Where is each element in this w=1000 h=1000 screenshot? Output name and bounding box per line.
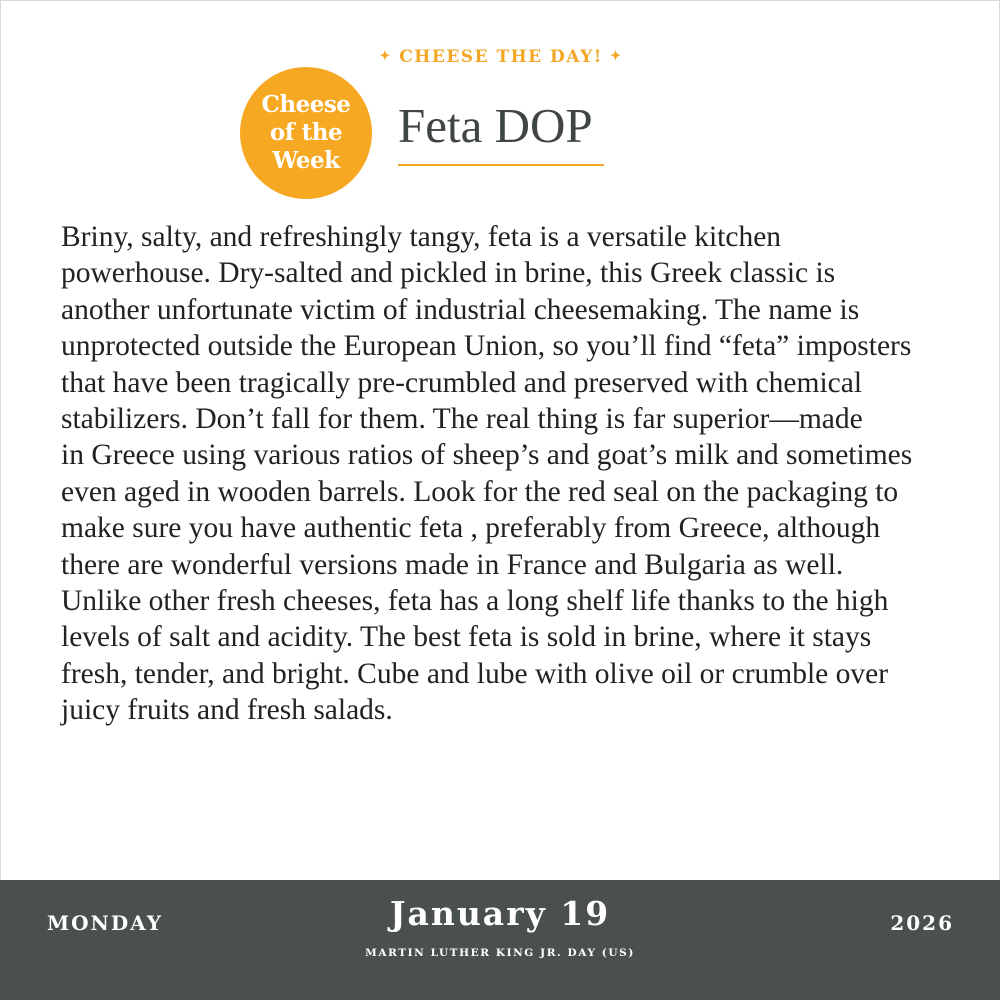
paragraph-line: stabilizers. Don’t fall for them. The real thing is far superior—made bbox=[61, 403, 863, 436]
title-underline bbox=[398, 164, 604, 166]
paragraph-line: fresh, tender, and bright. Cube and lube with olive oil or crumble over bbox=[61, 657, 889, 690]
cheese-title: Feta DOP bbox=[398, 98, 593, 153]
paragraph-line: make sure you have authentic feta , preferably from Greece, although bbox=[61, 512, 881, 545]
paragraph-line: there are wonderful versions made in France and Bulgaria as well. bbox=[61, 548, 844, 581]
paragraph-line: even aged in wooden barrels. Look for the red seal on the packaging to bbox=[61, 475, 899, 508]
paragraph-line: in Greece using various ratios of sheep’s and goat’s milk and sometimes bbox=[61, 439, 913, 472]
paragraph-line: juicy fruits and fresh salads. bbox=[61, 694, 393, 727]
paragraph-line: Briny, salty, and refreshingly tangy, feta is a versatile kitchen bbox=[61, 221, 782, 253]
paragraph-line: another unfortunate victim of industrial cheesemaking. The name is bbox=[61, 293, 860, 326]
paragraph-line: powerhouse. Dry-salted and pickled in brine, this Greek classic is bbox=[61, 257, 836, 290]
paragraph-line: that have been tragically pre-crumbled and preserved with chemical bbox=[61, 366, 863, 399]
cheese-of-the-week-badge bbox=[240, 67, 372, 199]
badge-line: Cheese bbox=[261, 91, 351, 118]
description-paragraph bbox=[61, 219, 961, 729]
kicker-text: CHEESE THE DAY! bbox=[399, 47, 603, 67]
sparkle-right-icon: ✦ bbox=[610, 49, 623, 64]
paragraph-line: levels of salt and acidity. The best feta is sold in brine, where it stays bbox=[61, 621, 872, 654]
badge-text bbox=[262, 91, 351, 175]
sparkle-left-icon: ✦ bbox=[379, 49, 392, 64]
kicker-heading bbox=[370, 47, 632, 67]
weekday-label: MONDAY bbox=[47, 911, 163, 935]
date-label: January 19 bbox=[389, 894, 611, 933]
paragraph-line: unprotected outside the European Union, so you’ll find “feta” imposters bbox=[61, 330, 912, 363]
badge-line: of the bbox=[269, 119, 343, 146]
holiday-label: MARTIN LUTHER KING JR. DAY (US) bbox=[365, 947, 635, 959]
paragraph-line: Unlike other fresh cheeses, feta has a long shelf life thanks to the high bbox=[61, 585, 889, 618]
badge-line: Week bbox=[272, 147, 340, 174]
year-label: 2026 bbox=[890, 911, 954, 935]
date-footer bbox=[0, 880, 1000, 1000]
